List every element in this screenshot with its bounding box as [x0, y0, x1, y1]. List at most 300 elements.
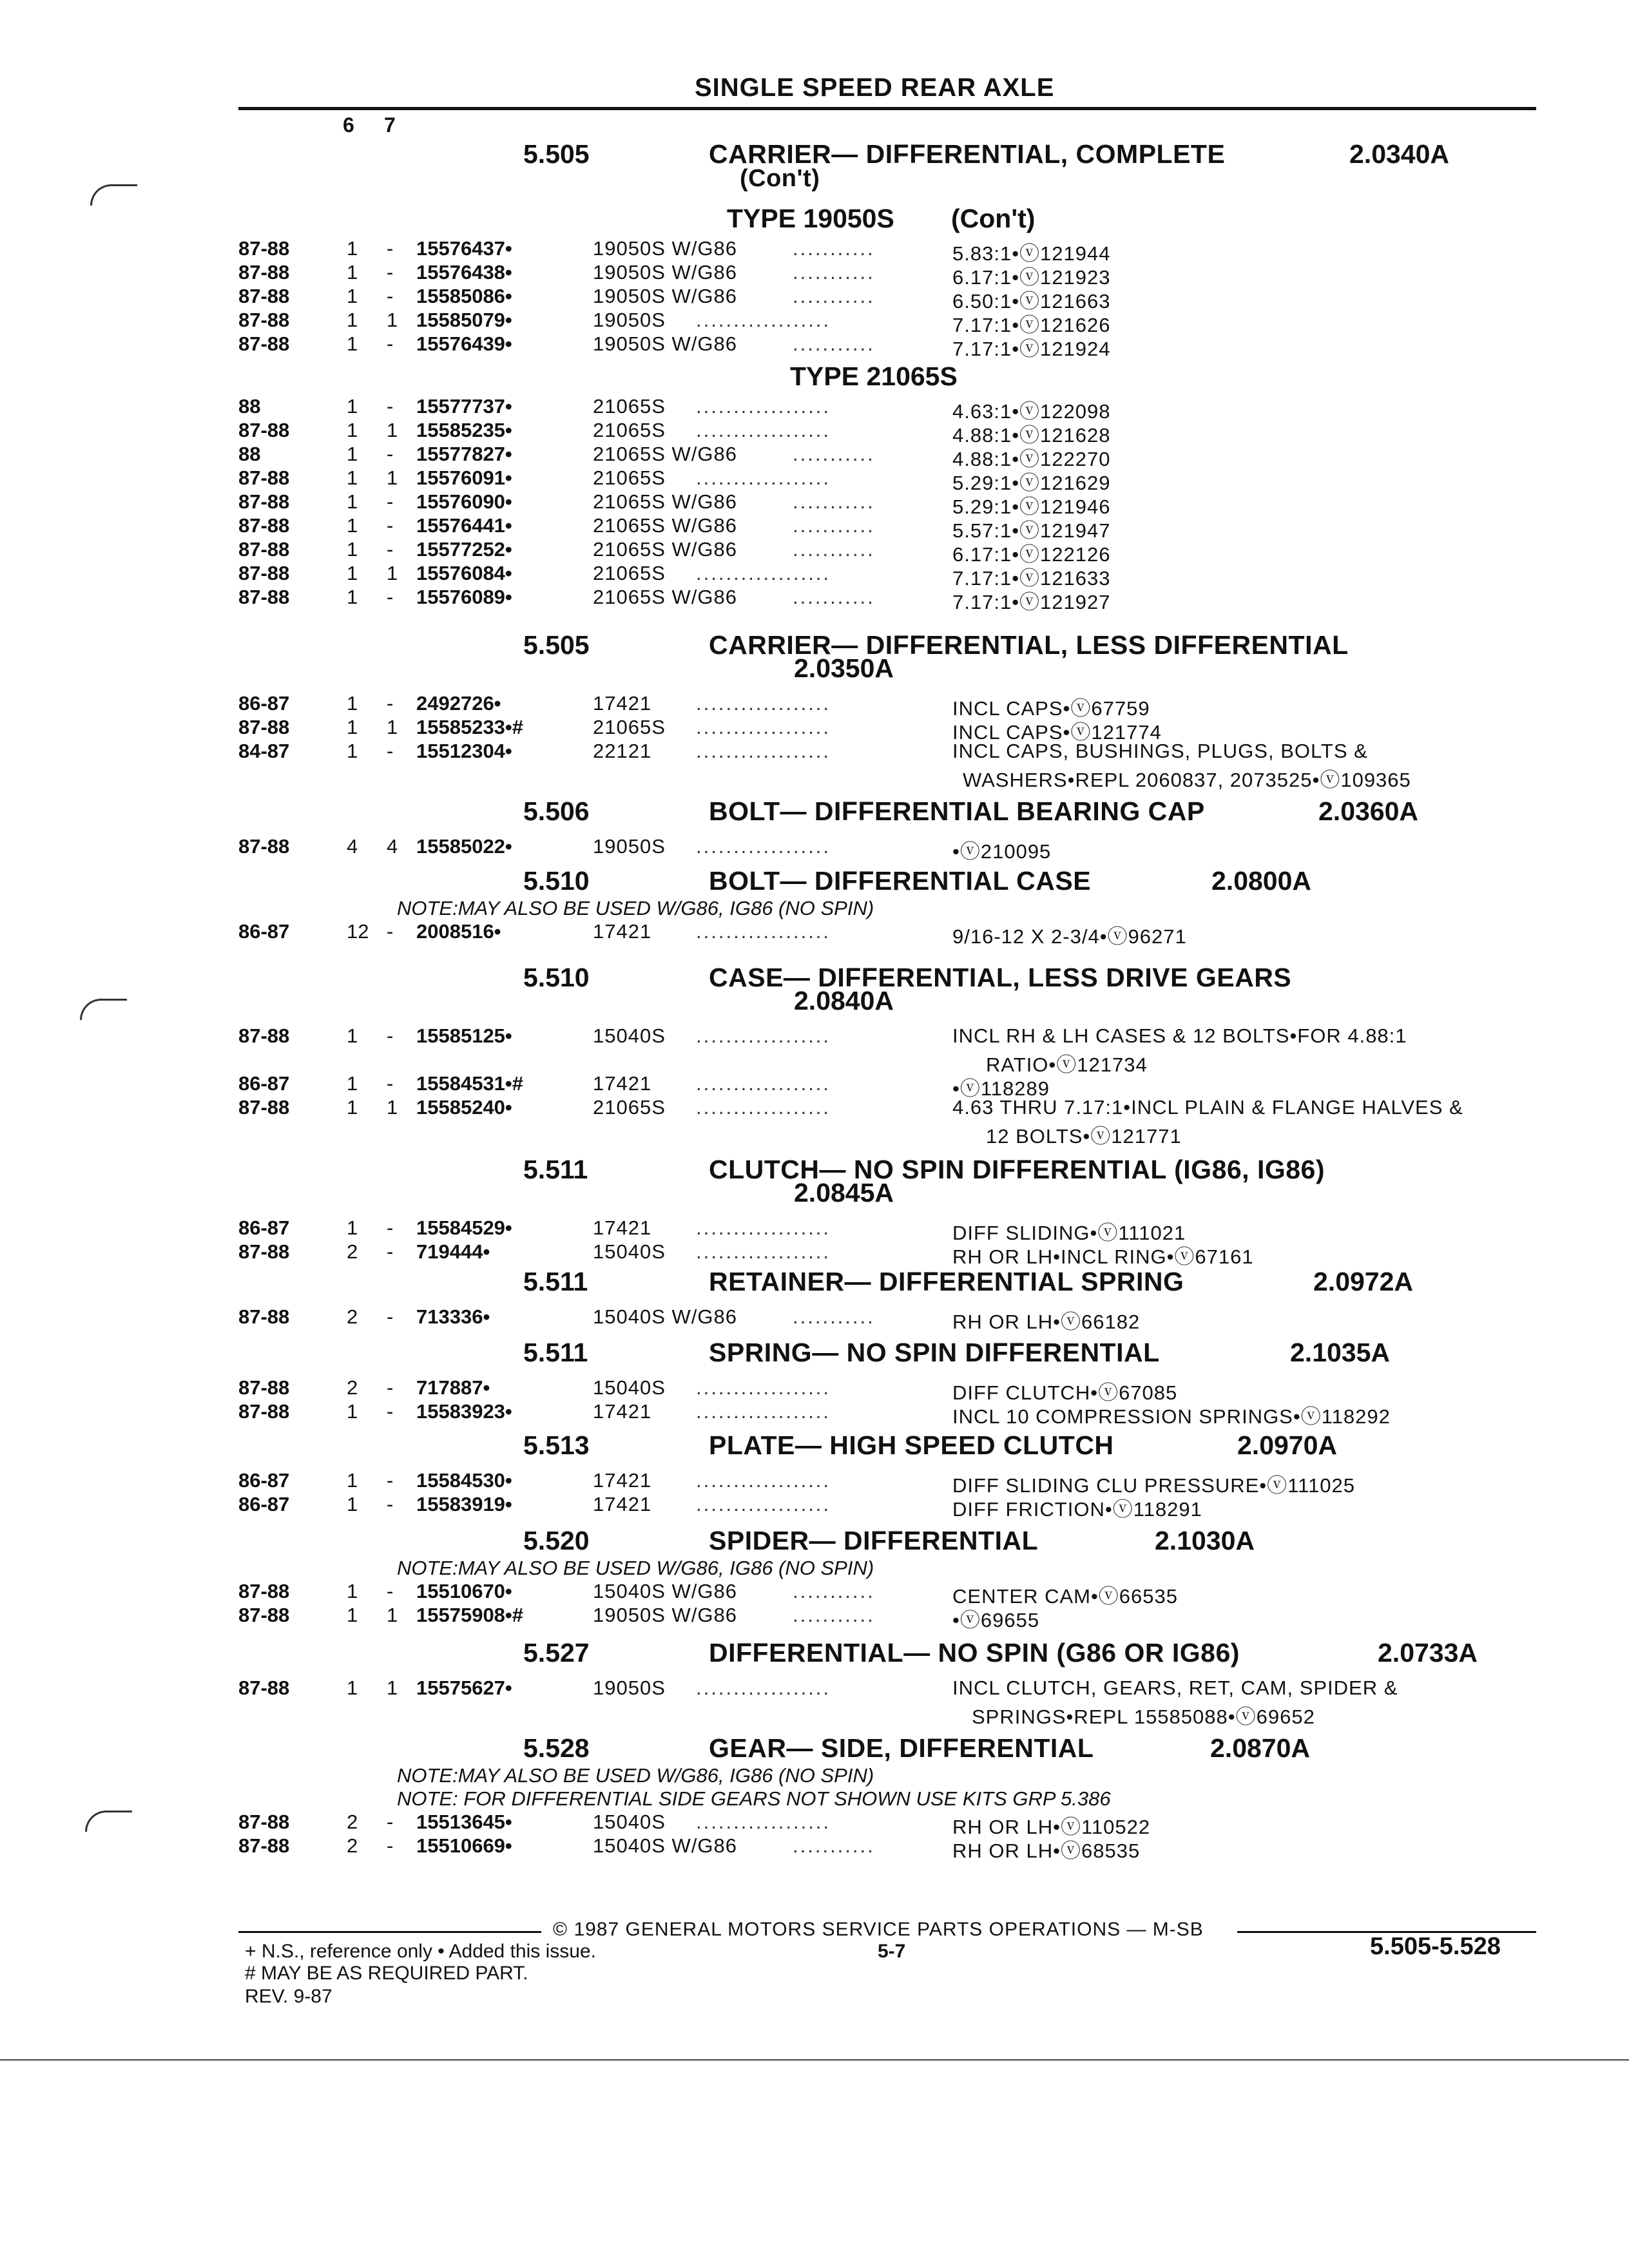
section-code: 2.0800A — [1211, 866, 1312, 896]
page-number: 5-7 — [878, 1941, 906, 1962]
qty-col6-cell: 4 — [347, 835, 358, 858]
qty-col6-cell: 1 — [347, 285, 358, 307]
qty-col7-cell: 1 — [387, 562, 398, 584]
description-cell: 5.29:1•ⓥ121629 — [952, 472, 1111, 494]
leader-dots: .................. — [696, 1811, 831, 1833]
leader-dots: .................. — [696, 920, 831, 943]
section-note: NOTE:MAY ALSO BE USED W/G86, IG86 (NO SPIN) — [397, 897, 874, 919]
footer-rule-left — [238, 1931, 541, 1933]
model-cell: 21065S — [593, 562, 666, 584]
table-row — [0, 332, 1629, 360]
qty-col6-cell: 1 — [347, 443, 358, 465]
section-note: NOTE:MAY ALSO BE USED W/G86, IG86 (NO SPIN) — [397, 1764, 874, 1787]
part-number-cell: 15585235• — [416, 419, 512, 441]
leader-dots: ........... — [793, 1834, 875, 1857]
year-cell: 87-88 — [238, 1400, 290, 1423]
leader-dots: ........... — [793, 332, 875, 355]
description-cell: INCL RH & LH CASES & 12 BOLTS•FOR 4.88:1 — [952, 1024, 1407, 1047]
qty-col6-cell: 1 — [347, 1072, 358, 1095]
leader-dots: .................. — [696, 1096, 831, 1119]
qty-col6-cell: 1 — [347, 309, 358, 331]
description-continuation: 12 BOLTS•ⓥ121771 — [986, 1125, 1182, 1148]
qty-col6-cell: 1 — [347, 1677, 358, 1699]
qty-col7-cell: - — [387, 1024, 394, 1047]
qty-col6-cell: 12 — [347, 920, 369, 943]
qty-col6-cell: 1 — [347, 1604, 358, 1626]
section-code: 2.0340A — [1349, 139, 1450, 169]
leader-dots: ........... — [793, 237, 875, 260]
qty-col6-cell: 1 — [347, 1400, 358, 1423]
description-cell: 4.63:1•ⓥ122098 — [952, 400, 1111, 423]
model-cell: 21065S — [593, 395, 666, 418]
model-cell: 15040S — [593, 1024, 666, 1047]
part-number-cell: 15576091• — [416, 466, 512, 489]
qty-col6-cell: 1 — [347, 586, 358, 608]
description-cell: DIFF CLUTCH•ⓥ67085 — [952, 1381, 1178, 1404]
description-cell: INCL CAPS•ⓥ67759 — [952, 697, 1150, 720]
qty-col7-cell: 1 — [387, 1604, 398, 1626]
part-number-cell: 15576438• — [416, 261, 512, 284]
column-6-label: 6 — [343, 113, 354, 137]
model-cell: 21065S W/G86 — [593, 586, 737, 608]
description-cell: 6.50:1•ⓥ121663 — [952, 290, 1111, 312]
description-cell: RH OR LH•ⓥ110522 — [952, 1816, 1151, 1838]
qty-col7-cell: - — [387, 237, 394, 260]
section-number: 5.505 — [523, 630, 590, 660]
part-number-cell: 15577252• — [416, 538, 512, 561]
table-row — [0, 1024, 1629, 1048]
year-cell: 87-88 — [238, 586, 290, 608]
description-cell: 4.88:1•ⓥ122270 — [952, 448, 1111, 470]
qty-col7-cell: - — [387, 1493, 394, 1515]
description-continuation: SPRINGS•REPL 15585088•ⓥ69652 — [972, 1706, 1315, 1728]
part-number-cell: 15513645• — [416, 1811, 512, 1833]
leader-dots: .................. — [696, 466, 831, 489]
part-number-cell: 719444• — [416, 1240, 490, 1263]
year-cell: 84-87 — [238, 740, 290, 762]
qty-col6-cell: 2 — [347, 1305, 358, 1328]
part-number-cell: 15585022• — [416, 835, 512, 858]
qty-col6-cell: 1 — [347, 538, 358, 561]
model-cell: 22121 — [593, 740, 652, 762]
model-cell: 21065S — [593, 466, 666, 489]
leader-dots: ........... — [793, 1305, 875, 1328]
leader-dots: .................. — [696, 1677, 831, 1699]
leader-dots: .................. — [696, 562, 831, 584]
qty-col7-cell: - — [387, 1216, 394, 1239]
table-row — [0, 309, 1629, 336]
table-row — [0, 261, 1629, 289]
qty-col6-cell: 2 — [347, 1240, 358, 1263]
section-code: 2.0350A — [794, 653, 894, 683]
model-cell: 19050S — [593, 309, 666, 331]
section-title: RETAINER— DIFFERENTIAL SPRING — [709, 1267, 1184, 1296]
section-number: 5.510 — [523, 963, 590, 992]
qty-col7-cell: - — [387, 514, 394, 537]
model-cell: 19050S W/G86 — [593, 332, 737, 355]
leader-dots: .................. — [696, 716, 831, 738]
qty-col7-cell: - — [387, 1376, 394, 1399]
qty-col7-cell: - — [387, 285, 394, 307]
description-cell: 4.63 THRU 7.17:1•INCL PLAIN & FLANGE HALVES & — [952, 1096, 1463, 1119]
qty-col7-cell: - — [387, 920, 394, 943]
leader-dots: .................. — [696, 835, 831, 858]
leader-dots: ........... — [793, 586, 875, 608]
section-code: 2.0845A — [794, 1178, 894, 1207]
section-title: CARRIER— DIFFERENTIAL, LESS DIFFERENTIAL — [709, 630, 1349, 660]
margin-mark — [80, 999, 127, 1020]
leader-dots: .................. — [696, 1469, 831, 1492]
section-code: 2.0970A — [1237, 1430, 1338, 1460]
model-cell: 17421 — [593, 1216, 652, 1239]
qty-col7-cell: - — [387, 1072, 394, 1095]
part-number-cell: 15576090• — [416, 490, 512, 513]
model-cell: 15040S W/G86 — [593, 1305, 737, 1328]
year-cell: 86-87 — [238, 1469, 290, 1492]
leader-dots: ........... — [793, 1604, 875, 1626]
year-cell: 87-88 — [238, 835, 290, 858]
table-row — [0, 1376, 1629, 1404]
year-cell: 87-88 — [238, 1604, 290, 1626]
qty-col6-cell: 1 — [347, 261, 358, 284]
table-row — [0, 1072, 1629, 1100]
part-number-cell: 15585086• — [416, 285, 512, 307]
qty-col6-cell: 2 — [347, 1811, 358, 1833]
model-cell: 21065S W/G86 — [593, 490, 737, 513]
section-note: NOTE: FOR DIFFERENTIAL SIDE GEARS NOT SHOWN USE KITS GRP 5.386 — [397, 1787, 1111, 1810]
type-heading-suffix: (Con't) — [951, 204, 1036, 233]
qty-col7-cell: - — [387, 740, 394, 762]
qty-col7-cell: - — [387, 692, 394, 715]
qty-col7-cell: - — [387, 1240, 394, 1263]
year-cell: 87-88 — [238, 514, 290, 537]
section-code: 2.1030A — [1155, 1526, 1255, 1555]
model-cell: 15040S — [593, 1240, 666, 1263]
part-number-cell: 15575908•# — [416, 1604, 524, 1626]
table-row — [0, 586, 1629, 613]
model-cell: 17421 — [593, 1072, 652, 1095]
legend-line-2: # MAY BE AS REQUIRED PART. — [245, 1963, 528, 1984]
section-title: CASE— DIFFERENTIAL, LESS DRIVE GEARS — [709, 963, 1292, 992]
qty-col6-cell: 1 — [347, 466, 358, 489]
table-row — [0, 692, 1629, 720]
leader-dots: .................. — [696, 1400, 831, 1423]
leader-dots: ........... — [793, 261, 875, 284]
description-cell: CENTER CAM•ⓥ66535 — [952, 1585, 1179, 1608]
section-number: 5.511 — [523, 1267, 588, 1296]
table-row — [0, 1305, 1629, 1333]
section-title: SPIDER— DIFFERENTIAL — [709, 1526, 1039, 1555]
description-cell: 6.17:1•ⓥ121923 — [952, 266, 1111, 289]
qty-col7-cell: - — [387, 1834, 394, 1857]
part-number-cell: 2008516• — [416, 920, 501, 943]
part-number-cell: 717887• — [416, 1376, 490, 1399]
qty-col6-cell: 1 — [347, 419, 358, 441]
section-note: NOTE:MAY ALSO BE USED W/G86, IG86 (NO SPIN) — [397, 1557, 874, 1579]
year-cell: 86-87 — [238, 1493, 290, 1515]
model-cell: 19050S W/G86 — [593, 237, 737, 260]
part-number-cell: 15584530• — [416, 1469, 512, 1492]
part-number-cell: 15575627• — [416, 1677, 512, 1699]
qty-col6-cell: 1 — [347, 1216, 358, 1239]
description-cell: 7.17:1•ⓥ121924 — [952, 338, 1111, 360]
year-cell: 87-88 — [238, 466, 290, 489]
year-cell: 87-88 — [238, 490, 290, 513]
leader-dots: .................. — [696, 419, 831, 441]
part-number-cell: 713336• — [416, 1305, 490, 1328]
part-number-cell: 15585233•# — [416, 716, 524, 738]
table-row — [0, 1096, 1629, 1119]
table-row — [0, 237, 1629, 265]
qty-col7-cell: - — [387, 332, 394, 355]
qty-col6-cell: 1 — [347, 1580, 358, 1602]
table-row — [0, 1493, 1629, 1521]
table-row — [0, 443, 1629, 470]
part-number-cell: 15584529• — [416, 1216, 512, 1239]
qty-col7-cell: - — [387, 1305, 394, 1328]
revision-date: REV. 9-87 — [245, 1986, 333, 2007]
table-row — [0, 538, 1629, 566]
leader-dots: .................. — [696, 309, 831, 331]
model-cell: 15040S — [593, 1811, 666, 1833]
table-row — [0, 1400, 1629, 1428]
qty-col7-cell: 1 — [387, 419, 398, 441]
table-row — [0, 835, 1629, 863]
qty-col6-cell: 1 — [347, 237, 358, 260]
year-cell: 88 — [238, 443, 261, 465]
part-number-cell: 15584531•# — [416, 1072, 524, 1095]
model-cell: 21065S W/G86 — [593, 538, 737, 561]
table-row — [0, 1677, 1629, 1700]
section-title: BOLT— DIFFERENTIAL BEARING CAP — [709, 796, 1205, 826]
part-number-cell: 2492726• — [416, 692, 501, 715]
section-code: 2.0870A — [1210, 1733, 1311, 1763]
description-cell: •ⓥ210095 — [952, 840, 1052, 863]
description-cell: 5.29:1•ⓥ121946 — [952, 495, 1111, 518]
year-cell: 86-87 — [238, 1216, 290, 1239]
table-row — [0, 920, 1629, 948]
section-number: 5.520 — [523, 1526, 590, 1555]
part-number-cell: 15510670• — [416, 1580, 512, 1602]
section-number: 5.506 — [523, 796, 590, 826]
part-number-cell: 15512304• — [416, 740, 512, 762]
section-title: SPRING— NO SPIN DIFFERENTIAL — [709, 1338, 1160, 1367]
part-number-cell: 15576084• — [416, 562, 512, 584]
type-heading: TYPE 19050S — [727, 204, 894, 233]
leader-dots: .................. — [696, 692, 831, 715]
description-cell: 9/16-12 X 2-3/4•ⓥ96271 — [952, 925, 1187, 948]
section-title: CARRIER— DIFFERENTIAL, COMPLETE — [709, 139, 1226, 169]
model-cell: 17421 — [593, 692, 652, 715]
section-number: 5.527 — [523, 1638, 590, 1667]
year-cell: 88 — [238, 395, 261, 418]
year-cell: 87-88 — [238, 1240, 290, 1263]
description-cell: RH OR LH•ⓥ66182 — [952, 1311, 1141, 1333]
leader-dots: .................. — [696, 1024, 831, 1047]
part-number-cell: 15583923• — [416, 1400, 512, 1423]
model-cell: 15040S — [593, 1376, 666, 1399]
qty-col7-cell: - — [387, 490, 394, 513]
year-cell: 87-88 — [238, 419, 290, 441]
qty-col7-cell: - — [387, 1811, 394, 1833]
description-cell: 7.17:1•ⓥ121626 — [952, 314, 1111, 336]
model-cell: 19050S — [593, 1677, 666, 1699]
leader-dots: ........... — [793, 490, 875, 513]
leader-dots: .................. — [696, 1072, 831, 1095]
leader-dots: .................. — [696, 1240, 831, 1263]
table-row — [0, 395, 1629, 423]
qty-col6-cell: 1 — [347, 562, 358, 584]
model-cell: 21065S W/G86 — [593, 514, 737, 537]
description-cell: DIFF SLIDING•ⓥ111021 — [952, 1222, 1186, 1244]
description-cell: 5.57:1•ⓥ121947 — [952, 519, 1111, 542]
year-cell: 87-88 — [238, 332, 290, 355]
part-number-cell: 15576437• — [416, 237, 512, 260]
qty-col6-cell: 1 — [347, 1024, 358, 1047]
section-title: CLUTCH— NO SPIN DIFFERENTIAL (IG86, IG86) — [709, 1155, 1325, 1184]
description-cell: INCL 10 COMPRESSION SPRINGS•ⓥ118292 — [952, 1405, 1391, 1428]
qty-col7-cell: 1 — [387, 309, 398, 331]
qty-col7-cell: 1 — [387, 1096, 398, 1119]
year-cell: 87-88 — [238, 1811, 290, 1833]
qty-col6-cell: 2 — [347, 1376, 358, 1399]
part-number-cell: 15576089• — [416, 586, 512, 608]
qty-col7-cell: - — [387, 538, 394, 561]
qty-col7-cell: - — [387, 586, 394, 608]
qty-col6-cell: 1 — [347, 1469, 358, 1492]
model-cell: 19050S W/G86 — [593, 1604, 737, 1626]
part-number-cell: 15510669• — [416, 1834, 512, 1857]
qty-col7-cell: - — [387, 261, 394, 284]
section-code: 2.0972A — [1313, 1267, 1414, 1296]
table-row — [0, 1604, 1629, 1631]
model-cell: 17421 — [593, 920, 652, 943]
qty-col6-cell: 1 — [347, 740, 358, 762]
section-title-continued: (Con't) — [740, 165, 820, 192]
table-row — [0, 1834, 1629, 1862]
year-cell: 87-88 — [238, 261, 290, 284]
description-cell: 7.17:1•ⓥ121927 — [952, 591, 1111, 613]
model-cell: 19050S — [593, 835, 666, 858]
year-cell: 87-88 — [238, 1096, 290, 1119]
description-cell: DIFF FRICTION•ⓥ118291 — [952, 1498, 1202, 1521]
qty-col6-cell: 1 — [347, 514, 358, 537]
table-row — [0, 740, 1629, 763]
leader-dots: ........... — [793, 443, 875, 465]
description-continuation: WASHERS•REPL 2060837, 2073525•ⓥ109365 — [963, 769, 1411, 791]
table-row — [0, 285, 1629, 312]
section-number: 5.513 — [523, 1430, 590, 1460]
table-row — [0, 514, 1629, 542]
description-cell: 6.17:1•ⓥ122126 — [952, 543, 1111, 566]
qty-col6-cell: 1 — [347, 716, 358, 738]
table-row — [0, 1469, 1629, 1497]
section-number: 5.505 — [523, 139, 590, 169]
qty-col7-cell: 1 — [387, 1677, 398, 1699]
year-cell: 87-88 — [238, 1376, 290, 1399]
model-cell: 21065S — [593, 419, 666, 441]
table-row — [0, 466, 1629, 494]
table-row — [0, 1216, 1629, 1244]
section-number: 5.511 — [523, 1338, 588, 1367]
description-cell: DIFF SLIDING CLU PRESSURE•ⓥ111025 — [952, 1474, 1355, 1497]
section-number: 5.511 — [523, 1155, 588, 1184]
qty-col7-cell: - — [387, 395, 394, 418]
part-number-cell: 15577827• — [416, 443, 512, 465]
year-cell: 87-88 — [238, 309, 290, 331]
year-cell: 87-88 — [238, 237, 290, 260]
description-cell: 7.17:1•ⓥ121633 — [952, 567, 1111, 590]
year-cell: 87-88 — [238, 1677, 290, 1699]
year-cell: 86-87 — [238, 920, 290, 943]
leader-dots: .................. — [696, 395, 831, 418]
section-title: DIFFERENTIAL— NO SPIN (G86 OR IG86) — [709, 1638, 1240, 1667]
section-title: PLATE— HIGH SPEED CLUTCH — [709, 1430, 1114, 1460]
section-title: BOLT— DIFFERENTIAL CASE — [709, 866, 1092, 896]
description-cell: INCL CAPS•ⓥ121774 — [952, 721, 1162, 744]
year-cell: 87-88 — [238, 538, 290, 561]
year-cell: 87-88 — [238, 562, 290, 584]
model-cell: 19050S W/G86 — [593, 285, 737, 307]
year-cell: 87-88 — [238, 1305, 290, 1328]
part-number-cell: 15585079• — [416, 309, 512, 331]
table-row — [0, 419, 1629, 447]
year-cell: 86-87 — [238, 692, 290, 715]
leader-dots: .................. — [696, 740, 831, 762]
qty-col6-cell: 1 — [347, 490, 358, 513]
leader-dots: .................. — [696, 1376, 831, 1399]
year-cell: 87-88 — [238, 716, 290, 738]
model-cell: 21065S W/G86 — [593, 443, 737, 465]
qty-col6-cell: 1 — [347, 1493, 358, 1515]
leader-dots: .................. — [696, 1216, 831, 1239]
page-title: SINGLE SPEED REAR AXLE — [695, 73, 1055, 102]
model-cell: 19050S W/G86 — [593, 261, 737, 284]
qty-col7-cell: 4 — [387, 835, 398, 858]
qty-col6-cell: 1 — [347, 395, 358, 418]
year-cell: 87-88 — [238, 1834, 290, 1857]
model-cell: 15040S W/G86 — [593, 1580, 737, 1602]
header-rule — [238, 107, 1536, 110]
model-cell: 15040S W/G86 — [593, 1834, 737, 1857]
section-code: 2.0360A — [1318, 796, 1419, 826]
description-cell: 4.88:1•ⓥ121628 — [952, 424, 1111, 447]
table-row — [0, 1811, 1629, 1838]
model-cell: 17421 — [593, 1400, 652, 1423]
qty-col7-cell: - — [387, 443, 394, 465]
year-cell: 87-88 — [238, 1580, 290, 1602]
leader-dots: .................. — [696, 1493, 831, 1515]
section-code: 2.0733A — [1378, 1638, 1478, 1667]
section-title: GEAR— SIDE, DIFFERENTIAL — [709, 1733, 1094, 1763]
model-cell: 17421 — [593, 1469, 652, 1492]
copyright-text: © 1987 GENERAL MOTORS SERVICE PARTS OPERATIONS — M-SB — [553, 1919, 1204, 1940]
table-row — [0, 716, 1629, 744]
section-code: 2.1035A — [1290, 1338, 1391, 1367]
year-cell: 86-87 — [238, 1072, 290, 1095]
leader-dots: ........... — [793, 1580, 875, 1602]
scan-edge-line — [0, 2059, 1629, 2061]
part-number-cell: 15585125• — [416, 1024, 512, 1047]
part-number-cell: 15576439• — [416, 332, 512, 355]
table-row — [0, 1580, 1629, 1608]
qty-col6-cell: 1 — [347, 1096, 358, 1119]
part-number-cell: 15576441• — [416, 514, 512, 537]
model-cell: 21065S — [593, 716, 666, 738]
part-number-cell: 15583919• — [416, 1493, 512, 1515]
leader-dots: ........... — [793, 514, 875, 537]
description-cell: INCL CLUTCH, GEARS, RET, CAM, SPIDER & — [952, 1677, 1398, 1699]
